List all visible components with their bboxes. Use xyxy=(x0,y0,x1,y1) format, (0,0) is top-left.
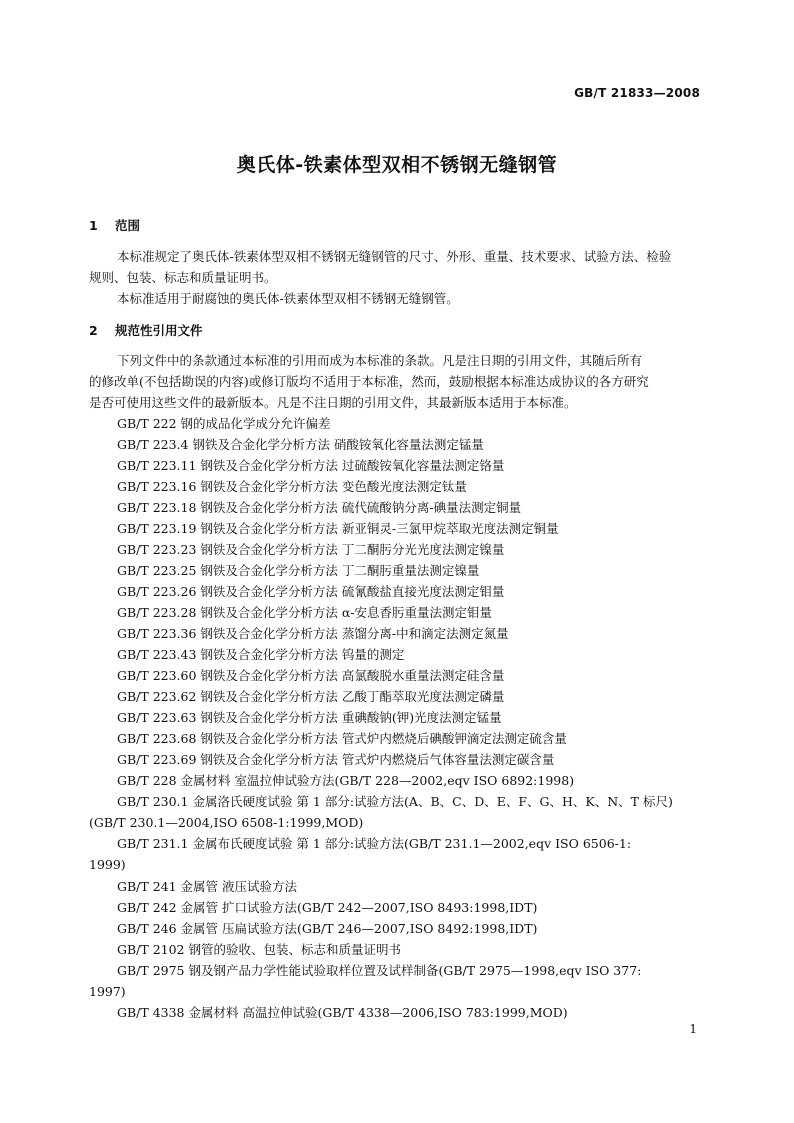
reference-item: GB/T 4338 金属材料 高温拉伸试验(GB/T 4338—2006,ISO 783:1999,MOD) xyxy=(117,1005,568,1020)
reference-item: GB/T 223.62 钢铁及合金化学分析方法 乙酸丁酯萃取光度法测定磷量 xyxy=(117,689,505,704)
reference-item-continued: 1997) xyxy=(89,984,126,999)
refs-intro-line: 下列文件中的条款通过本标准的引用而成为本标准的条款。凡是注日期的引用文件，其随后所有 xyxy=(117,353,643,368)
reference-item: GB/T 222 钢的成品化学成分允许偏差 xyxy=(117,416,331,431)
section-title: 规范性引用文件 xyxy=(115,323,203,338)
reference-item: GB/T 230.1 金属洛氏硬度试验 第 1 部分:试验方法(A、B、C、D、E、F、G、H、K、N、T 标尺) xyxy=(117,794,673,809)
scope-paragraph-line: 本标准规定了奥氏体-铁素体型双相不锈钢无缝钢管的尺寸、外形、重量、技术要求、试验方法、检验 xyxy=(117,249,672,264)
reference-item: GB/T 223.11 钢铁及合金化学分析方法 过硫酸铵氧化容量法测定铬量 xyxy=(117,458,505,473)
reference-item: GB/T 223.36 钢铁及合金化学分析方法 蒸馏分离-中和滴定法测定氮量 xyxy=(117,626,509,641)
reference-item: GB/T 246 金属管 压扁试验方法(GB/T 246—2007,ISO 8492:1998,IDT) xyxy=(117,921,538,936)
reference-item: GB/T 228 金属材料 室温拉伸试验方法(GB/T 228—2002,eqv ISO 6892:1998) xyxy=(117,773,575,788)
reference-item: GB/T 223.4 钢铁及合金化学分析方法 硝酸铵氧化容量法测定锰量 xyxy=(117,437,484,452)
reference-item: GB/T 223.43 钢铁及合金化学分析方法 钨量的测定 xyxy=(117,647,405,662)
document-title: 奥氏体-铁素体型双相不锈钢无缝钢管 xyxy=(236,154,558,176)
reference-item-continued: 1999) xyxy=(89,857,126,872)
reference-item: GB/T 223.23 钢铁及合金化学分析方法 丁二酮肟分光光度法测定镍量 xyxy=(117,542,505,557)
reference-item: GB/T 223.16 钢铁及合金化学分析方法 变色酸光度法测定钛量 xyxy=(117,479,467,494)
reference-item: GB/T 223.63 钢铁及合金化学分析方法 重碘酸钠(钾)光度法测定锰量 xyxy=(117,710,502,725)
refs-intro-line: 的修改单(不包括勘误的内容)或修订版均不适用于本标准，然而，鼓励根据本标准达成协议的各方研究 xyxy=(89,374,649,389)
page-number: 1 xyxy=(689,1022,697,1036)
reference-item: GB/T 2975 钢及钢产品力学性能试验取样位置及试样制备(GB/T 2975—1998,eqv ISO 377: xyxy=(117,963,642,978)
reference-item: GB/T 241 金属管 液压试验方法 xyxy=(117,879,297,894)
reference-item: GB/T 223.68 钢铁及合金化学分析方法 管式炉内燃烧后碘酸钾滴定法测定硫含量 xyxy=(117,731,567,746)
reference-item: GB/T 223.60 钢铁及合金化学分析方法 高氯酸脱水重量法测定硅含量 xyxy=(117,668,505,683)
reference-item: GB/T 242 金属管 扩口试验方法(GB/T 242—2007,ISO 8493:1998,IDT) xyxy=(117,900,538,915)
section-2-heading xyxy=(89,320,203,341)
reference-item-continued: (GB/T 230.1—2004,ISO 6508-1:1999,MOD) xyxy=(89,815,364,830)
reference-item: GB/T 223.26 钢铁及合金化学分析方法 硫氰酸盐直接光度法测定钼量 xyxy=(117,584,505,599)
refs-intro-line: 是否可使用这些文件的最新版本。凡是不注日期的引用文件，其最新版本适用于本标准。 xyxy=(89,395,577,410)
section-title: 范围 xyxy=(115,218,141,233)
scope-paragraph: 本标准适用于耐腐蚀的奥氏体-铁素体型双相不锈钢无缝钢管。 xyxy=(117,291,459,306)
reference-item: GB/T 2102 钢管的验收、包装、标志和质量证明书 xyxy=(117,942,401,957)
scope-paragraph-line: 规则、包装、标志和质量证明书。 xyxy=(89,270,277,285)
reference-item: GB/T 231.1 金属布氏硬度试验 第 1 部分:试验方法(GB/T 231.1—2002,eqv ISO 6506-1: xyxy=(117,836,632,851)
section-1-heading xyxy=(89,215,140,236)
section-number: 2 xyxy=(89,323,98,338)
reference-item: GB/T 223.19 钢铁及合金化学分析方法 新亚铜灵-三氯甲烷萃取光度法测定铜量 xyxy=(117,521,559,536)
standard-number-header: GB/T 21833—2008 xyxy=(574,86,700,100)
reference-item: GB/T 223.18 钢铁及合金化学分析方法 硫代硫酸钠分离-碘量法测定铜量 xyxy=(117,500,522,515)
reference-item: GB/T 223.28 钢铁及合金化学分析方法 α-安息香肟重量法测定钼量 xyxy=(117,605,493,620)
reference-item: GB/T 223.69 钢铁及合金化学分析方法 管式炉内燃烧后气体容量法测定碳含量 xyxy=(117,752,555,767)
section-number: 1 xyxy=(89,218,98,233)
reference-item: GB/T 223.25 钢铁及合金化学分析方法 丁二酮肟重量法测定镍量 xyxy=(117,563,480,578)
